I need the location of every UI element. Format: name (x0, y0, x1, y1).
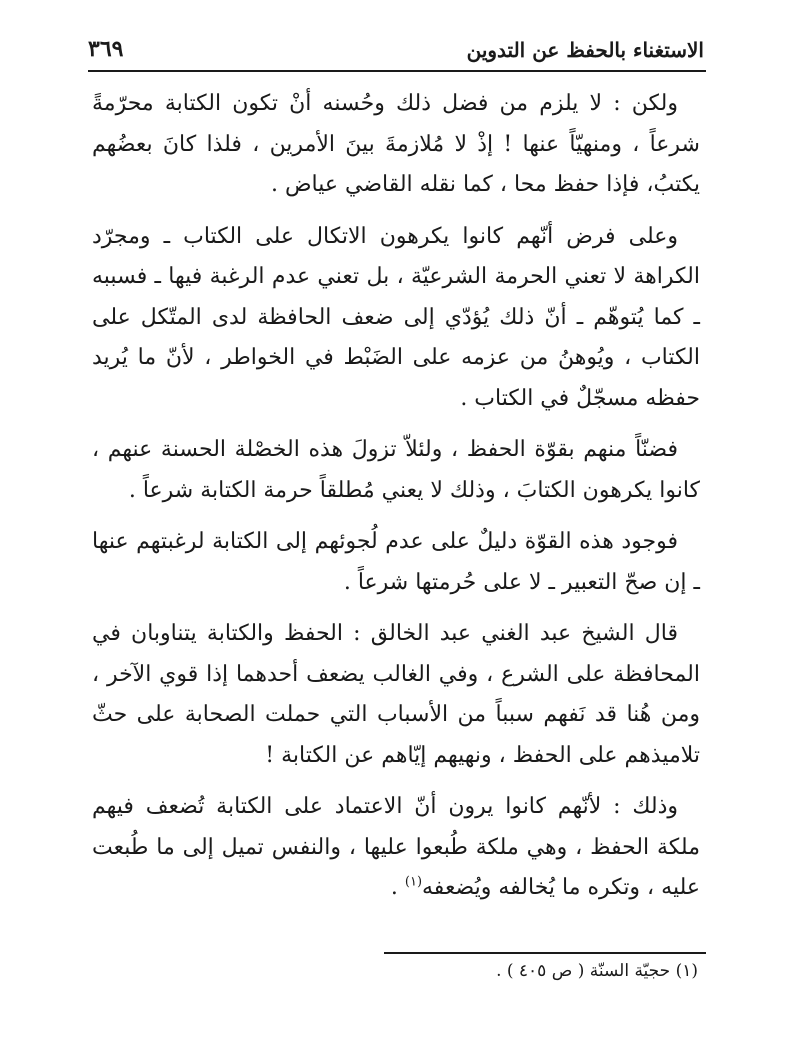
paragraph: ولكن : لا يلزم من فضل ذلك وحُسنه أنْ تكون الكتابة محرّمةً شرعاً ، ومنهيّاً عنها ! إذْ لا مُلازمةَ بينَ الأمرين ، فلذا كانَ بعضُهم يكتبُ، فإذا حفظ محا ، كما نقله القاضي عياض . (92, 91, 700, 197)
header-title: الاستغناء بالحفظ عن التدوين (466, 38, 704, 62)
paragraph: قال الشيخ عبد الغني عبد الخالق : الحفظ والكتابة يتناوبان في المحافظة على الشرع ، وفي الغالب يضعف أحدهما إذا قوي الآخر ، ومن هُنا قد نَفهم سبباً من الأسباب التي حملت الصحابة على حثّ تلاميذهم على الحفظ ، ونهيهم إيّاهم عن الكتابة ! (92, 621, 700, 768)
paragraph-last (92, 787, 700, 909)
body-text (92, 84, 700, 920)
running-header (88, 26, 704, 62)
header-rule (88, 70, 706, 72)
paragraph: وعلى فرض أنّهم كانوا يكرهون الاتكال على الكتاب ـ ومجرّد الكراهة لا تعني الحرمة الشرعيّة ، بل تعني عدم الرغبة فيها ـ فسببه ـ كما يُتوهّم ـ أنّ ذلك يُؤدّي إلى ضعف الحافظة لدى المتّكل على الكتاب ، ويُوهنُ من عزمه على الضَبْط في الخواطر ، لأنّ ما يُريد حفظه مسجّلٌ في الكتاب . (92, 223, 700, 411)
footnote-reference[interactable]: (١) (404, 874, 423, 890)
footnote-rule (384, 952, 706, 954)
footnote: (١) حجيّة السنّة ( ص ٤٠٥ ) . (496, 961, 698, 981)
paragraph: فوجود هذه القوّة دليلٌ على عدم لُجوئهم إلى الكتابة لرغبتهم عنها ـ إن صحّ التعبير ـ لا على حُرمتها شرعاً . (92, 529, 700, 595)
paragraph: فضنّاً منهم بقوّة الحفظ ، ولئلاّ تزولَ هذه الخصْلة الحسنة عنهم ، كانوا يكرهون الكتابَ ، وذلك لا يعني مُطلقاً حرمة الكتابة شرعاً . (92, 437, 700, 503)
paragraph-last-text: وذلك : لأنّهم كانوا يرون أنّ الاعتماد على الكتابة تُضعف فيهم ملكة الحفظ ، وهي ملكة طُبعوا عليها ، والنفس تميل إلى ما طُبعت عليه ، وتكره ما يُخالفه ويُضعفه (92, 794, 700, 900)
paragraph-end-punct: . (390, 875, 405, 900)
page-number: ٣٦٩ (88, 36, 124, 62)
